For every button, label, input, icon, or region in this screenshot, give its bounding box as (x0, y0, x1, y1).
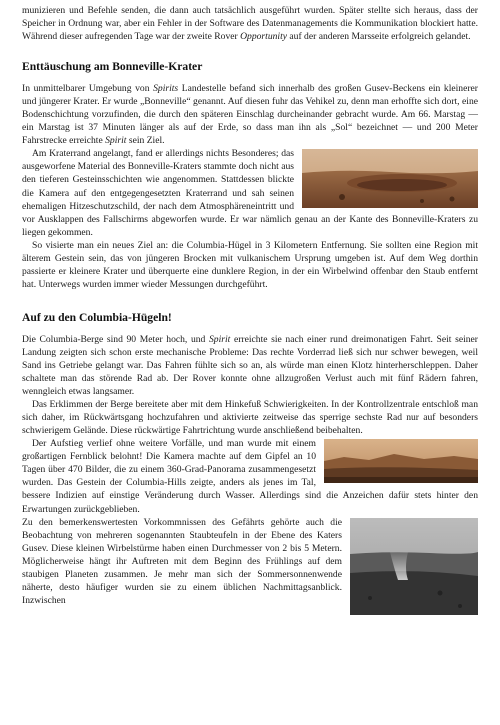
columbia-paragraph-1 (22, 333, 478, 398)
intro-text: munizieren und Befehle senden, die dann auch tatsächlich ausgeführt wurden. Später stellte sich heraus, dass der Speicher in Ordnung war, aber ein Fehler in der Software des Datenmanagements die Kommunikation blockiert hatte. Während dieser aufregenden Tage war der zweite Rover (22, 5, 478, 43)
text-span: erreichte sie nach einer rund dreimonatigen Fahrt. Seit seiner Landung zeigten sich schon erste mechanische Probleme: Das rechte Vorderrad ließ sich nur schwer bewegen, weil Sand ins Getriebe gelangt war. Das Fahren fühlte sich so an, als würde man einen Klotz hinterherschleppen. Daher schaltete man das störende Rad ab. Der Rover konnte ohne allzugroßen Verlust auch mit fünf Rädern fahren, wenngleich etwas langsamer. (22, 333, 479, 398)
rover-name: Spirit (209, 333, 231, 345)
bonneville-paragraph-1 (22, 82, 478, 147)
dust-devil-photo (350, 518, 478, 615)
intro-text-end: auf der anderen Marsseite erfolgreich gelandet. (287, 31, 471, 43)
intro-paragraph (22, 4, 478, 43)
bonneville-crater-photo (302, 149, 478, 208)
section-heading-columbia: Auf zu den Columbia-Hügeln! (22, 310, 172, 324)
text-span: Landestelle befand sich innerhalb des großen Gusev-Beckens ein kleinerer und jüngerer Krater. Er wurde „Bonneville“ genannt. Auf diesen fuhr das Vehikel zu, denn man erhoffte sich dort, eine Bodenschichtung vorzufinden, die durch den späteren Einschlag durcheinander gebracht wurde. Am 66. Marstag — ein Marstag ist 37 Minuten länger als auf der Erde, so dass man ihn als „Sol“ bezeichnet — und 200 Meter Fahrstrecke erreichte (22, 83, 478, 147)
bonneville-paragraph-2: Am Kraterrand angelangt, fand er allerdings nichts Besonderes; das ausgeworfene Material des Bonneville-Kraters stammte doch nicht aus den tieferen Gesteinsschichten wie angenommen. Stattdessen blickte die Kamera auf den entgegengesetzten Kraterrand und sah seinen ehemaligen Hitzeschutzschild, der nach dem Atmosphäreneintritt und vor Ausklappen des Fallschirms abgeworfen wurde. Er war nämlich genau an der Kante des Bonneville-Kraters zu liegen gekommen. (22, 148, 478, 238)
columbia-hills-panorama-photo (324, 439, 478, 483)
document-page (22, 4, 478, 615)
text-span: sein Ziel. (126, 135, 165, 147)
bonneville-paragraph-3: So visierte man ein neues Ziel an: die Columbia-Hügel in 3 Kilometern Entfernung. Sie sollten eine Region mit älterem Gestein sein, das von jüngeren Brocken mit vulkanischem Ursprung umgeben ist. Auf dem Weg dorthin passierte er kleinere Krater und überquerte eine dunklere Region, in der ein Wirbelwind offenbar den Staub entfernt hat. Unterwegs wurden immer wieder Messungen durchgeführt. (22, 239, 478, 290)
columbia-paragraph-3: Der Aufstieg verlief ohne weitere Vorfälle, und man wurde mit einem großartigen Fernblick belohnt! Die Kamera machte auf dem Gipfel an 10 Tagen über 470 Bilder, die zu einem 360-Grad-Panorama zusammengesetzt wurden. Das Gestein der Columbia-Hills zeigte, anders als jenes im Tal, bessere Indizien auf einstige Veränderung durch Wasser. Allerdings sind die Anzeichen dafür stets hinter den Erwartungen zurückgeblieben. (22, 438, 478, 515)
text-span: In unmittelbarer Umgebung von (22, 83, 154, 95)
rover-name: Opportunity (240, 31, 288, 43)
columbia-paragraph-2: Das Erklimmen der Berge bereitete aber mit dem Hinkefuß Schwierigkeiten. In der Kontrollzentrale entschloß man sich daher, im Rückwärtsgang hochzufahren und aktivierte zeitweise das sperrige sechste Rad nur auf besonders schwierigem Gelände. Diese rückwärtige Fahrtrichtung wurde anschließend beibehalten. (22, 399, 478, 437)
text-span: Die Columbia-Berge sind 90 Meter hoch, und (22, 333, 209, 345)
columbia-paragraph-4: Zu den bemerkenswertesten Vorkommnissen des Gefährts gehörte auch die Beobachtung von mehreren sogenannten Staubteufeln in der Ebene des Katers Gusev. Diese kleinen Wirbelstürme haben einen Durchmesser von 2 bis 5 Metern. Möglicherweise hängt ihr Auftreten mit dem Beginn des Frühlings auf dem staubigen Planeten zusammen. Je mehr man sich der Sommersonnenwende näherte, desto häufiger wurden sie zu einem üblichen Nachmittagsanblick. Inzwischen (22, 516, 342, 606)
section-heading-bonneville: Enttäuschung am Bonneville-Krater (22, 60, 203, 74)
rover-name: Spirits (153, 83, 179, 95)
rover-name: Spirit (105, 135, 127, 147)
